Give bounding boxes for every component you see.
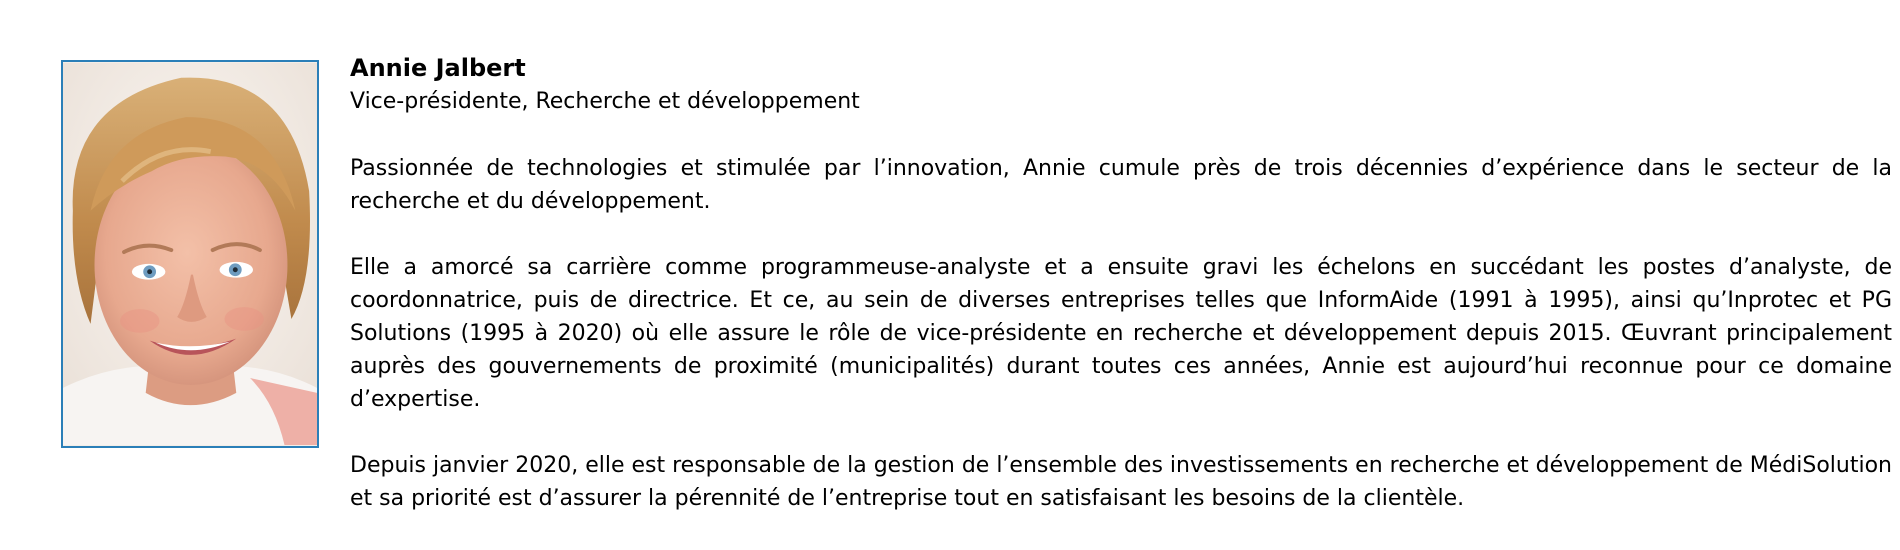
profile-photo [61,60,319,448]
bio-paragraph: Passionnée de technologies et stimulée par l’innovation, Annie cumule près de trois décennies d’expérience dans le secteur de la recherche et du développement. [350,156,1892,214]
person-name: Annie Jalbert [350,54,526,82]
person-role: Vice-présidente, Recherche et développement [350,89,860,114]
bio-text [350,51,1892,515]
bio-paragraph: Elle a amorcé sa carrière comme programmeuse-analyste et a ensuite gravi les échelons en succédant les postes d’analyste, de coordonnatrice, puis de directrice. Et ce, au sein de diverses entreprises telles que InformAide (1991 à 1995), ainsi qu’Inprotec et PG Solutions (1995 à 2020) où elle assure le rôle de vice-présidente en recherche et développement depuis 2015. Œuvrant principalement auprès des gouvernements de proximité (municipalités) durant toutes ces années, Annie est aujourd’hui reconnue pour ce domaine d’expertise. [350,255,1892,412]
bio-paragraph: Depuis janvier 2020, elle est responsable de la gestion de l’ensemble des investissements en recherche et développement de MédiSolution et sa priorité est d’assurer la pérennité de l’entreprise tout en satisfaisant les besoins de la clientèle. [350,453,1892,511]
portrait-illustration [63,62,317,446]
